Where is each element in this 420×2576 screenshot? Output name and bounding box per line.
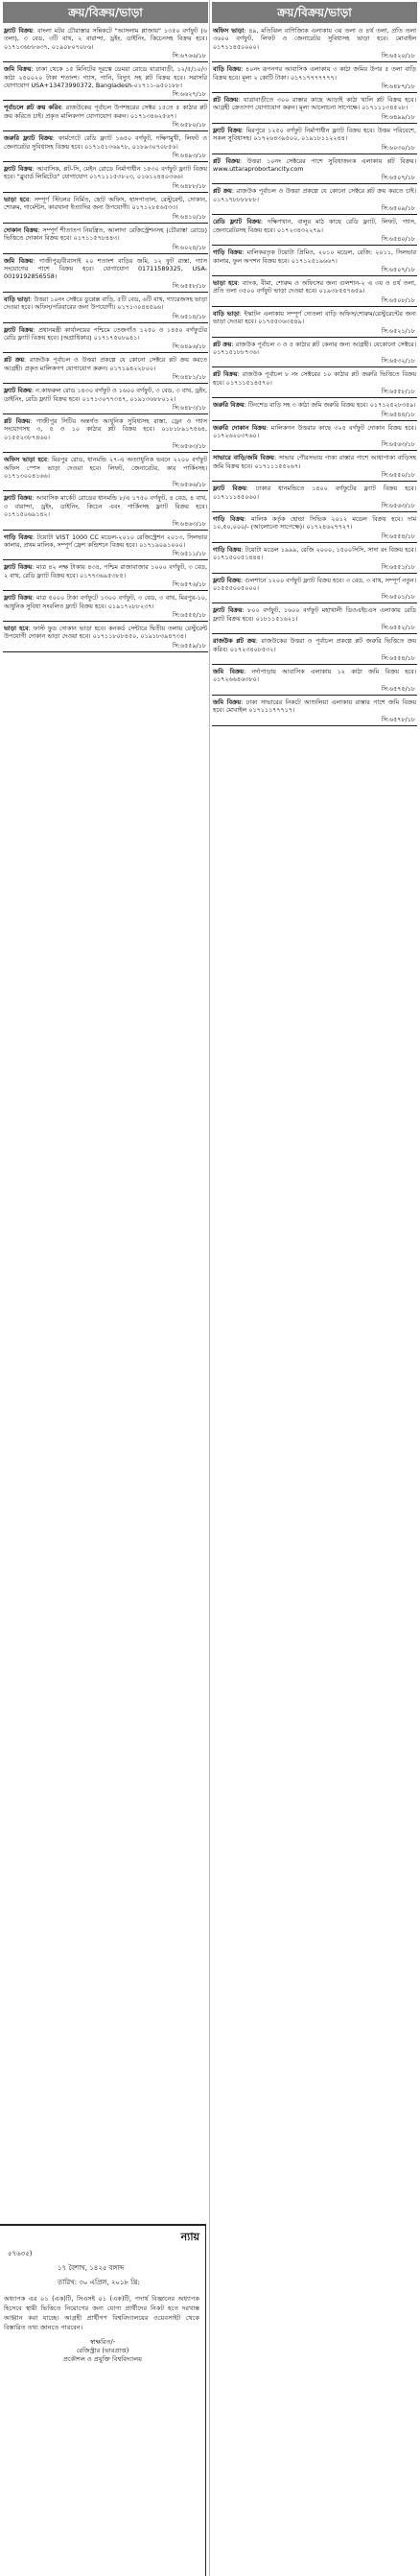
ad-divider [3, 490, 208, 491]
ad-code: সি:৬৫৫৮/১৮ [172, 281, 206, 290]
classified-ad [3, 417, 208, 453]
ad-body: : টিনশেড বাড়ি সহ ৩ কাঠা জমি জরুরি বিক্রয় হবে। ০১৭১২৫২৮৩৫৯। [244, 401, 416, 410]
ad-divider [212, 573, 417, 574]
classified-ad [212, 454, 417, 482]
ad-body: : ন.কাফরুল রোড ১৪৩০ বর্গফুট ও ১৬০০ বর্গফুট, ৩ বেড, ৩ বাথ, ড্রইং, ডাইনিং, রেডি ফ্ল্যাট বিক্রয় হবে। ০১৭১৩০৭৭৩৪৭, ০১৯১৩৬৮৮০১২। [4, 387, 208, 403]
ad-body: : নর্দাপাড়ায় আবাসিক এলাকায় ১২ কাঠা জমি বিক্রয় হবে। ০১৭২৬৬৪৬৩৮০। [213, 668, 416, 684]
ad-code: সি:৬৫৭৬/১৮ [172, 580, 206, 589]
ad-divider [212, 92, 417, 93]
notice-date-label: তারিখ: [58, 2279, 78, 2286]
ad-divider [3, 651, 208, 652]
notice-date-value: ৩০ এপ্রিল, ২০১৮ খ্রি: [79, 2279, 140, 2286]
ad-text [3, 104, 208, 120]
ad-divider [212, 245, 417, 246]
ad-body: : ৪৯, মতিঝিল বাণিজ্যিক এলাকায় ৩য় তলা ও ৪র্থ তলা, প্রতি তলা ৩৬০০ বর্গফুট, লিফট ও জেনারেটর সুবিধাসহ ভাড়া হবে। মোবাইল ০১৭১১৪৫০০০০। [213, 27, 416, 51]
ad-label: প্লট ক্রয় [4, 356, 24, 365]
ad-code: সি:৬৪৯৩/১৮ [172, 152, 206, 160]
ad-code: সি:৬৫৪৪/১৮ [381, 410, 415, 418]
classified-ad [212, 577, 417, 604]
classified-ad [212, 424, 417, 452]
ad-divider [212, 481, 417, 482]
ad-code: সি:৬৪৮১/১৮ [172, 373, 206, 382]
ad-divider [212, 214, 417, 215]
ad-divider [3, 161, 208, 162]
ad-divider [3, 559, 208, 560]
ad-label: বাড়ি বিক্রয় [213, 65, 242, 74]
ad-label: ফ্ল্যাট বিক্রয় [213, 484, 246, 493]
ad-divider [3, 192, 208, 193]
classified-ad [212, 401, 417, 420]
classified-ad [212, 546, 417, 574]
notice-title: ন্যায় [180, 2231, 199, 2243]
ad-body: : আবাসিক, প্লট-সি, মেইন রোডে নির্মাণাধীন ১৫৩০ বর্গফুট ফ্ল্যাট বিক্রয় হবে। "ব্লুবার্ড লিমিটেড" যোগাযোগ ০১৭১১১৫৩৮২৩, ০১৬১২৪৪০৩৬৬। [4, 165, 208, 181]
ad-label: বাড়ি ভাড়া [213, 309, 240, 318]
ad-body: : সম্পূর্ণ স্টিলের নির্মিত, ছোট অফিস, হাসপাতাল, রেস্টুরেন্ট, দোকান, শোরুম, গার্মেন্টস, কারখানা ইত্যাদির জন্য উপযোগী। ০১৭১২৮৫৬৫৩৩। [4, 195, 207, 212]
ad-code: সি:৬৫০৭/১৮ [381, 174, 415, 182]
ad-label: ফ্ল্যাট বিক্রয় [4, 594, 33, 603]
notice-sign-line-1: স্বাক্ষরিত/- [89, 2338, 116, 2346]
ad-code: সি:৬৪১০/১৮ [172, 212, 206, 221]
ad-body: : গুলশানে ১২০০ বর্গফুট ফ্ল্যাট বিক্রয় হবে। ৩ বেড, ৩ বাথ, সম্পূর্ণ নতুন। ০১৫৫৫০০৫০০০। [213, 576, 416, 593]
university-notice [0, 2224, 206, 2576]
ad-body: : ৪০নং রূপনগর আবাসিক এলাকায় ৩ কাঠা জমির উপর ৫ তলা বাড়ি বিক্রয় হবে। মূল্য ২ কোটি টাকা। ০১৭১৭৭৭৭৭৭৭। [213, 65, 416, 82]
ad-label: অফিস ভাড়া হবে [4, 456, 47, 464]
ad-divider [3, 100, 208, 101]
ad-code: সি:৬৫৫০/১৮ [381, 471, 415, 480]
ad-label: প্লট বিক্রয় [213, 156, 241, 165]
ad-divider [212, 511, 417, 512]
ad-body: : উত্তরা ১০নং সেক্টরের পাশে সুবিধাজনক এলাকায় প্লট বিক্রয়। www.uttaraprobortancity.com [213, 156, 416, 174]
ad-label: প্লট বিক্রয় [213, 370, 238, 379]
ad-divider [212, 183, 417, 184]
ad-text [3, 625, 208, 641]
ad-code: সি:৬৫০১/১৮ [381, 593, 415, 602]
ad-text [212, 187, 417, 203]
ad-text [3, 594, 208, 610]
ad-code: সি:৬৫৫৮/১৮ [381, 388, 415, 396]
ad-body: : রাজউক পূর্বাচল ৩ ও ৫ কাঠার প্লট কেনার জন্য আগ্রহী। যেকোনো সেক্টরে। ০১৭১৫১৮৮৭৩৬। [213, 340, 416, 356]
ad-body: : টয়োটা মডেল ১৯৯৯, রেজি ২০০০, ১৫০০সিসি, সাদা রং বিক্রয় হবে। ০১৭১৫০০৫১৪৪৪। [213, 545, 417, 562]
classified-ad [212, 515, 417, 543]
right-column [212, 0, 417, 729]
ad-divider [212, 664, 417, 665]
ad-divider [3, 452, 208, 453]
ad-label: গাড়ি বিক্রয় [213, 515, 245, 523]
ad-label: ভাড়া হবে [4, 625, 29, 633]
ad-label: জমি বিক্রয় [213, 697, 242, 706]
ad-body: : রাজউকের উত্তরা ও পূর্বাচল প্রকল্পে প্লট জরুরি ভিত্তিতে ক্রয় করিব। ০১৭২৩৪০৮৫৩২। [213, 637, 416, 653]
ad-label: গাড়ি বিক্রয় [213, 248, 243, 257]
ad-text [212, 65, 417, 82]
classified-ad [212, 127, 417, 154]
classified-ad [212, 698, 417, 726]
ad-code: সি:৬৫৭৮/১৮ [381, 715, 415, 723]
ad-label: ফ্ল্যাট বিক্রয় [213, 126, 242, 134]
classified-ad [212, 310, 417, 338]
ad-divider [3, 223, 208, 224]
ad-label: প্লট বিক্রয় [213, 96, 239, 105]
ad-code: সি:৬৪৮৩/১৮ [172, 403, 206, 412]
ad-code: সি:৬৫১৪/১৮ [172, 312, 206, 320]
ad-label: ফ্ল্যাট বিক্রয় [4, 325, 34, 334]
classified-ad [3, 326, 208, 354]
ad-code: সি:৬৫৫২/১৮ [381, 624, 415, 632]
ad-text [3, 356, 208, 372]
classified-ad [3, 456, 208, 491]
classified-ad [3, 295, 208, 323]
ad-divider [212, 542, 417, 543]
ad-code: সি:৬৫১১/১৮ [172, 550, 206, 558]
ad-label: ভাড়া হবে [213, 278, 238, 287]
ad-text [212, 127, 417, 143]
ad-code: সি:৬৫৫৪/১৮ [381, 532, 415, 540]
ad-code: সি:৬৫৬৬/১৮ [172, 481, 206, 489]
ad-divider [3, 130, 208, 131]
classified-ad [3, 563, 208, 591]
ad-label: পূর্বাচলে প্লট ক্রয় করিব [4, 104, 61, 112]
ad-divider [3, 253, 208, 254]
ad-body: : ইস্কাটন এলাকায় সম্পূর্ণ দোতলা বাড়ি অফিস/শোরুম/রেস্টুরেন্টের জন্য ভাড়া দেওয়া হবে। ০১৭৫৫৩৬৩৫৪৯। [213, 309, 417, 326]
ad-body: : রাজউক পূর্বাচল ও উত্তরা প্রকল্পে যে কোনো সেক্টরে প্লট ক্রয় করতে আগ্রহী। প্রকৃত মালিকগণ যোগাযোগ করুন। ০১৭১৯৪২২৮০০। [4, 356, 208, 372]
ad-code: সি:৬০৩০/১৮ [381, 143, 415, 152]
ad-divider [3, 530, 208, 531]
ad-code: সি:৬৪৬৩/১৮ [172, 519, 206, 528]
ad-body: : মিরপুরে ১২৫০ বর্গফুট নির্মাণাধীন ফ্ল্যাট বিক্রয় হবে। উত্তম পরিবেশে, সকল সুবিধাসহ। ০১৭২৬৪৩৯৫০০, ০১৯১৮১১২২৪৪। [213, 126, 416, 143]
ad-code: সি:৬৫৭৫/১৮ [381, 684, 415, 693]
ad-divider [212, 366, 417, 367]
ad-text [3, 65, 208, 89]
ad-body: : মাত্র ৫০০০ টাকা বর্গফুটে ১৩০০ বর্গফুট, ৩ বেড, ৩ বাথ, মিরপুর-১০, আধুনিক সুবিধা সংবলিত ফ্ল্যাট বিক্রয় হবে। ০১৯১৭২৮৮২৩৭। [4, 594, 207, 610]
ad-label: জরুরি বিক্রয় [213, 401, 245, 410]
classified-ad [3, 104, 208, 131]
ad-text [3, 27, 208, 51]
ad-label: দোকান বিক্রয় [4, 225, 38, 234]
ad-body: : মালিকগন উত্তরার কাছে ৩২৫ বর্গফুট দোকান বিক্রয় হবে। ০১৭২৬২০৩৭৬০। [213, 423, 416, 439]
ad-text [3, 563, 208, 579]
ad-label: রাজউক প্লট ক্রয় [213, 637, 256, 646]
ad-body: : দক্ষিণখান, বালুর মাঠ কাছে রেডি ফ্ল্যাট, লিফট, গ্যাস, জেনারেটরসহ বিক্রয় হবে। ০১৭২৩৪৩২২৭৯। [213, 218, 416, 234]
ad-code: সি:৬৫৪০/১৮ [381, 235, 415, 244]
classified-ad [3, 625, 208, 652]
ad-text [212, 546, 417, 562]
classified-ad [3, 134, 208, 162]
ad-code: সি:৬৫০৭/১৮ [381, 265, 415, 273]
ad-divider [212, 397, 417, 398]
ad-body: : গাজীপুর সিটির অন্তর্গত আধুনিক সুবিধাসহ রাস্তা, ড্রেন ও গ্যাস সংযোগসহ ৩, ৫ ও ১০ কাঠার প্লট বিক্রয় হবে। ০১৮১৮৯১৭৫৬৪, ০১৫৫২৩৮৭৪৬০। [4, 416, 207, 441]
ad-text [3, 134, 208, 151]
ad-text [3, 257, 208, 281]
classified-ad [3, 226, 208, 254]
ad-text [212, 218, 417, 234]
ad-label: জমি বিক্রয় [213, 668, 245, 676]
ad-body: : ঢাকার ধানমন্ডিতে ১৪০০ বর্গফুটের ফ্ল্যাট বিক্রয় হবে। ০১৭১১১৪৫০৬০। [213, 484, 416, 501]
ad-text [212, 515, 417, 532]
ad-divider [212, 450, 417, 451]
classified-ad [3, 27, 208, 62]
ad-label: অফিস ভাড়া [213, 27, 245, 35]
classified-ad [212, 606, 417, 634]
ad-code: সি:৬৪৮৮/১৮ [172, 181, 206, 190]
ad-divider [212, 275, 417, 276]
ad-body: : ফাস্ট ফুড দোকান ভাড়া হবে। কনকর্ড সেন্টারে দ্বিতীয় তলায় রেস্টুরেন্ট উপযোগী দোকান ভাড়া দেওয়া হবে। ০১৭১১৮০৮৪৫০, ০১৯১৮৩৯৪৭৩৪। [4, 625, 207, 641]
ad-code: সি:৬৬২৭/১৮ [172, 90, 206, 99]
ad-text [212, 96, 417, 112]
ad-code: সি:৬৭৬৬/১৮ [172, 52, 206, 60]
ad-text [212, 637, 417, 653]
notice-date-bangla: ১৭ বৈশাখ, ১৪২৫ বঙ্গাব্দ [58, 2264, 125, 2272]
ad-text [3, 533, 208, 550]
ad-divider [212, 306, 417, 307]
classified-ad [212, 157, 417, 185]
classified-ad [3, 65, 208, 101]
ad-code: সি:৬৫৫১/১৮ [381, 562, 415, 571]
ad-code: সি:৬৫৫৫/১৮ [172, 611, 206, 620]
ad-text [212, 310, 417, 326]
classified-ad [212, 187, 417, 215]
classified-ad [3, 356, 208, 384]
ad-body: : মিরপুর রোড, ধানমন্ডি ২৭-এ অত্যাধুনিক ভবনে ২২০০ বর্গফুট অফিস স্পেস ভাড়া দেওয়া হবে। লিফট, জেনারেটর, কার পার্কিংসহ। ০১৭১৩০০৪১৬৬। [4, 456, 208, 480]
ad-body: : মালিকরতৃক টয়োটা প্রিমিও, ২০১০ মডেল, রেজি: ২০১১, সিলভার কালার, ফুল অপশন বিক্রয় হবে। ০১৭১২৫১৯৬৬৭। [213, 248, 416, 265]
ad-text [212, 248, 417, 265]
ad-text [3, 494, 208, 518]
ad-divider [3, 383, 208, 384]
classified-ad [212, 27, 417, 62]
ad-body: : মাত্র ৪২ লক্ষ টাকায় ৪৩৪, পশ্চিম রাজাবাজার ১০০০ বর্গফুট, ৩ বেড, ২ বাথ, রেডি ফ্ল্যাট বিক্রয় হবে। ০১৭৭৩৬৯৫৩৮৫। [4, 563, 207, 579]
ad-body: : ফার্মগেটে রেডি ফ্ল্যাট ১৬৫০ বর্গফুট, দক্ষিণমুখী, লিফট ও জেনারেটর সুবিধাসহ বিক্রয় হবে। ০১৭১৫১৩৬৯৭৮, ০১৮৯৩০৭০৮৫৬। [4, 134, 208, 151]
ad-body: : ৮০০ বর্গফুট, ১৬০০ বর্গফুট মহাখালী ডিওএইচএস এলাকায় রেডি ফ্ল্যাট বিক্রয় হবে। ০১৮১১৫১৬২১। [213, 606, 416, 623]
ad-divider [3, 322, 208, 323]
ad-code: সি:৬৫৩২/১৮ [381, 357, 415, 366]
ad-code: সি:৬৪৮৭/১৮ [381, 83, 415, 91]
ad-divider [212, 633, 417, 634]
classified-ad [212, 96, 417, 124]
ad-code: সি:৬৫৫৯/১৮ [172, 641, 206, 650]
ad-divider [3, 352, 208, 353]
ad-body: : প্রধানমন্ত্রী কার্যালয়ের পশ্চিমে তেজগাঁও ১২৫০ ও ১৪৫০ বর্গফুটের রেডি ফ্ল্যাট বিক্রয় হবে। (অগ্রাধিকার) ০১৭১৭৫০৮৯৪১। [4, 325, 208, 342]
ad-text [212, 698, 417, 715]
ad-label: জমি বিক্রয় [4, 65, 32, 74]
ad-code: সি:৬৫৬৩/১৮ [172, 442, 206, 451]
ad-text [212, 484, 417, 501]
ad-divider [212, 695, 417, 696]
right-ad-list [212, 27, 417, 726]
ad-text [212, 401, 417, 409]
ad-body: : ঢাকা সাভারের নিকটে আশুলিয়া এলাকায় রাস্তার পাশে জমি বিক্রয় হবে। মোবাইল ০১৭১১১৭৭৭১৭। [213, 697, 417, 715]
ad-divider [212, 123, 417, 124]
ad-body: : টয়োটা VIST 1000 CC মডেল-২০১০ রেজিস্ট্রেশন ২০১৩, সিলভার কালার, প্রথম মালিক, সম্পূর্ণ ফ্রেশ কন্ডিশনে বিক্রয় হবে। ০১৭১৯০৯১০০০। [4, 532, 208, 550]
ad-text [3, 387, 208, 403]
ad-text [212, 454, 417, 470]
ad-text [212, 157, 417, 174]
ad-label: গাড়ি বিক্রয় [4, 532, 33, 541]
classified-ad [212, 65, 417, 93]
notice-body: অধ্যাপক এর ০১ (এক)টি, সিএসই ০১ (এক)টি, পদার্থ বিজ্ঞানের অধ্যাপক হিসেবে স্থায়ী ভিত্তিতে নিয়োগের জন্য যোগ্য প্রার্থীদের নিকট হতে দরখাস্ত আহ্বান করা যাচ্ছে। আগ্রহী প্রার্থীগণ বিশ্ববিদ্যালয়ের ওয়েবসাইট থেকে বিস্তারিত তথ্য জানতে পারবেন। [4, 2295, 199, 2331]
classified-ad [3, 594, 208, 622]
ad-text [212, 668, 417, 684]
ad-divider [3, 292, 208, 293]
classified-ad [3, 387, 208, 414]
ad-divider [3, 590, 208, 591]
ad-label: গাড়ি বিক্রয় [213, 545, 242, 554]
ad-divider [3, 621, 208, 622]
ad-code: সি:৬৫৬৩/১৮ [381, 440, 415, 449]
classified-ad [212, 370, 417, 398]
ad-label: ফ্ল্যাট বিক্রয় [213, 576, 241, 584]
ad-label: প্লট ক্রয় [213, 340, 232, 348]
ad-text [212, 341, 417, 357]
notice-date-row [0, 2274, 205, 2288]
classified-ad [3, 196, 208, 224]
ad-divider [212, 420, 417, 421]
ad-body: : ব্যাংক, বীমা, শোরুম ও অফিসের জন্য গুলশান-২ এ ৩য় ও ৪র্থ তলা, প্রতি তলা ৩৫০০ বর্গফুট ভাড়া দেওয়া হবে। ০১৯৩৮৫৫৭৬৫৯। [213, 278, 416, 295]
classified-ad [3, 533, 208, 561]
classified-ad [212, 279, 417, 307]
ad-divider [3, 61, 208, 62]
ad-body: : মালিক কর্তৃক হোন্ডা সিভিক ২০১২ মডেল বিক্রয় হবে। দাম ১০,৫০,০০০/- (আলোচনা সাপেক্ষে)। ০১৭২৪৬২৭৭২৭। [213, 515, 416, 532]
ad-label: প্লট ক্রয় [213, 187, 232, 196]
classified-ad [212, 218, 417, 246]
left-section-header: ক্রয়/বিক্রয়/ভাড়া [3, 2, 208, 23]
ad-body: : রাজউক পূর্বাচল ৮ নং সেক্টরের ১০ কাঠার প্লট জরুরি ভিত্তিতে বিক্রয় হবে। ০১৭১১৫১৪৫৭০। [213, 370, 416, 387]
ad-label: ফ্ল্যাট বিক্রয় [213, 606, 243, 615]
classified-ad [212, 248, 417, 276]
ad-divider [212, 61, 417, 62]
ad-body: : সম্পূর্ণ শীতাতপ নিয়ন্ত্রিত, আলাদা রেজিস্ট্রেশনসহ (চৌরাস্তা রোডে) ভিত্তিতে দোকান বিক্রয় হবে। ০১৭১১৫৭৮৪৪৩। [4, 225, 207, 243]
ad-code: সি:৬৫৬৩/১৮ [381, 502, 415, 509]
notice-sign-line-2: রেজিস্ট্রার (ভারপ্রাপ্ত) [76, 2347, 129, 2354]
ad-label: ফ্ল্যাট বিক্রয় [4, 387, 32, 395]
ad-body: : রাজউক পূর্বাচল ও উত্তরা প্রকল্পে যে কোনো সেক্টরে প্লট ক্রয় করতে চাই। ০১৭১৭৮৮৮৮৮৮। [213, 187, 416, 203]
ad-text [212, 27, 417, 51]
notice-signature [0, 2332, 205, 2364]
ad-label: প্লট বিক্রয় [4, 416, 31, 425]
classified-ad [3, 165, 208, 193]
ad-text [3, 196, 208, 212]
ad-text [3, 165, 208, 181]
ad-divider [212, 725, 417, 726]
ad-code: সি:৬৫৫৪/১৮ [381, 654, 415, 663]
ad-body: : বাংলা মটর চৌরাস্তার সন্নিকটে "আসলাম প্লাজায়" ১৩৫০ বর্গফুট (৬ তলা), ৩ বেড, ৩টি বাথ, ২ বারান্দা, ড্রইং, ডাইনিং, কিচেনসহ বিক্রয় হবে। ০১৭১৩৬৮৮৬৩৭, ০১৯০৮০৭০৮৬। [4, 27, 207, 51]
left-ad-list [3, 27, 208, 652]
ad-code: সি:৬৫২১/১৮ [381, 326, 415, 335]
ad-text [3, 456, 208, 480]
ad-text [212, 370, 417, 387]
column-divider [209, 0, 210, 2576]
classified-ad [3, 494, 208, 530]
classified-ad [212, 341, 417, 368]
ad-divider [212, 337, 417, 338]
left-column [3, 0, 208, 655]
ad-code: সি:৬০২৪/১৮ [172, 243, 206, 251]
ad-body: : আবাসিক মার্কেট রোডের ধানমন্ডি ৮/এ ১৭৫০ বর্গফুট, ৪ বেড, ৪ বাথ, ৩ বারান্দা, ড্রইং, ডাইনিং, কিচেন এবং পার্কিংসহ ফ্ল্যাট বিক্রয় হবে। ০১৭১৫০৬৯১৪২। [4, 494, 207, 519]
right-section-header: ক্রয়/বিক্রয়/ভাড়া [212, 2, 417, 23]
ad-text [3, 295, 208, 312]
ad-label: জরুরি দোকান বিক্রয় [213, 423, 267, 432]
notice-reference: ৫৭৬৩৫) [8, 2250, 33, 2257]
ad-body: : যাত্রাবাড়ীতে ৩০০ রাস্তার কাছে আড়াই কাঠা খালি প্লট বিক্রয় হবে। আগ্রহী ক্রেতাগণ যোগাযোগ করুন। মূল্য আলোচনা সাপেক্ষে। ০১৭১১১৩৪৫২৮। [213, 96, 416, 112]
ad-label: জরুরি ফ্ল্যাট বিক্রয় [4, 134, 53, 143]
ad-body: : গাজীপুর/বীরাসাই ২০ শতাংশ বাড়ির জমি, ১২ ফুট রাস্তা, গ্যাস সংযোগের পাশে বিক্রয় হবে। যোগাযোগ 01711589325, USA-0019192856558। [4, 256, 207, 281]
classified-ad [212, 637, 417, 665]
ad-text [212, 606, 417, 623]
ad-label: ফ্ল্যাট বিক্রয় [4, 165, 33, 174]
ad-body: : রাজউকের পূর্বাচল উপশহরের সেক্টর ১৫তে ৫ কাঠার প্লট ক্রয় করিতে চাই। প্রকৃত মালিকগণ যোগাযোগ করুন। ০১৭১৩৪৬২৫৬৭। [4, 104, 207, 120]
ad-label: ফ্ল্যাট বিক্রয় [4, 563, 33, 572]
classified-ad [3, 257, 208, 293]
ad-text [3, 326, 208, 343]
ad-code: সি:৬৪৯৯/১৮ [381, 112, 415, 121]
ad-text [3, 417, 208, 441]
ad-body: : সাভার পৌরসভায় পাকা রাস্তার পাশে আধাপাকা বাড়িসহ জমি বিক্রয় হবে। ০১৭১১১৫৫২৬৭। [213, 454, 416, 470]
ad-text [212, 577, 417, 593]
ad-label: বাড়ি ভাড়া [4, 295, 31, 303]
ad-code: সি:৬৪৯৬/১৮ [172, 343, 206, 351]
ad-body: : ঢাকা থেকে ১৫ মিনিটের দূরত্বে ডেমরা রোডে যাত্রাবাড়ী, ১২/৫/১০/৩ কাঠা ২৫০০২০ টাকা শতাংশ। গ্যাস, পানি, বিদ্যুৎ সহ প্লট বিক্রয় হবে। সরাসরি যোগাযোগ USA+13473990372, Bangladesh-০১৭১১-৯৫০১৮৮। [4, 65, 208, 90]
classified-ad [212, 484, 417, 512]
ad-code: সি:৬৫০৯/১৮ [381, 204, 415, 213]
ad-label: সাভারে বাড়ি/জমি বিক্রয় [213, 454, 274, 462]
ad-label: রেডি ফ্ল্যাট বিক্রয় [213, 218, 261, 226]
notice-sign-line-3: প্রকৌশল ও প্রযুক্তি বিশ্ববিদ্যালয় [62, 2355, 142, 2363]
ad-code: সি:৬৫২০/১৮ [381, 52, 415, 60]
ad-code: সি:৬৫০৮/১৮ [381, 295, 415, 304]
ad-text [212, 279, 417, 295]
classified-ad [212, 668, 417, 696]
ad-text [3, 226, 208, 243]
ad-label: ফ্ল্যাট বিক্রয় [4, 27, 33, 35]
ad-label: ভাড়া হবে [4, 195, 30, 203]
ad-text [212, 424, 417, 440]
ad-label: ফ্ল্যাট বিক্রয় [4, 494, 33, 503]
ad-body: : উত্তরা ১০নং সেক্টরে ডুপ্লেক্স বাড়ি, ৫টি বেড, ৬টি বাথ, গ্যারেজসহ ভাড়া দেওয়া হবে। অফিস/পরিবারের জন্য উপযোগী। ০১৭১৩০৪৪৫৯৬। [4, 295, 207, 312]
ad-code: সি:৬৫৮০/১৮ [172, 121, 206, 130]
ad-label: জমি বিক্রয় [4, 256, 34, 265]
